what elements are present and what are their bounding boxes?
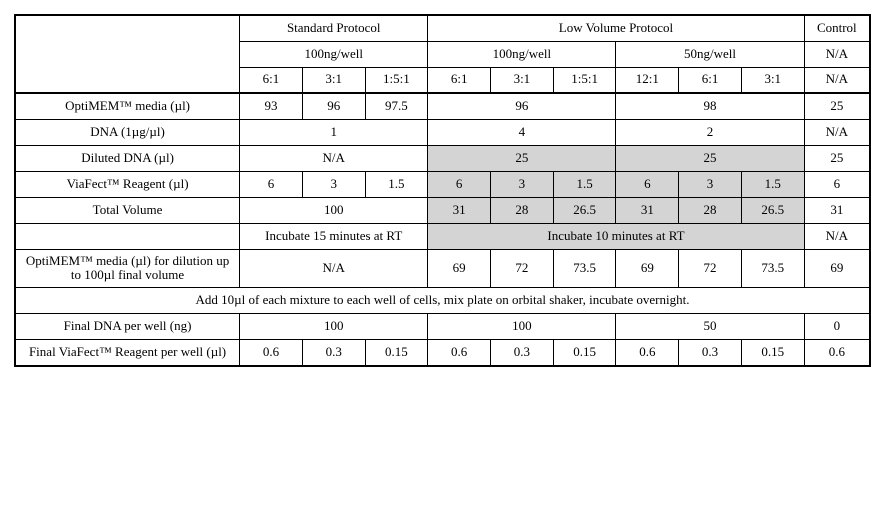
cell-incubate-lowvolume: Incubate 10 minutes at RT [428,223,804,249]
cell-value: 1.5 [741,171,804,197]
header-ratio-2: 3:1 [302,67,365,93]
cell-instruction-note: Add 10µl of each mixture to each well of cells, mix plate on orbital shaker, incubate overnight. [15,288,870,314]
cell-value: 3 [491,171,554,197]
table-row [15,223,870,249]
cell-value: 100 [240,197,428,223]
cell-value: 31 [804,197,870,223]
cell-value: 25 [804,145,870,171]
cell-value: 97.5 [365,93,428,119]
header-ratio-5: 3:1 [491,67,554,93]
header-ratio-6: 1:5:1 [553,67,616,93]
cell-value: N/A [240,249,428,288]
header-loading-standard: 100ng/well [240,41,428,67]
table-row [15,314,870,340]
cell-value: 25 [804,93,870,119]
table-row [15,145,870,171]
cell-value: 6 [616,171,679,197]
cell-value: 0.15 [553,340,616,366]
row-label-viafect-reagent: ViaFect™ Reagent (µl) [15,171,240,197]
row-label-final-viafect-per-well: Final ViaFect™ Reagent per well (µl) [15,340,240,366]
table-row [15,171,870,197]
cell-value: N/A [804,119,870,145]
cell-value: 0.15 [741,340,804,366]
cell-value: 1.5 [365,171,428,197]
cell-value: 3 [302,171,365,197]
row-label-diluted-dna: Diluted DNA (µl) [15,145,240,171]
cell-value: 0.6 [804,340,870,366]
header-low-volume-protocol: Low Volume Protocol [428,15,804,41]
row-label-final-dna-per-well: Final DNA per well (ng) [15,314,240,340]
header-row-protocols [15,15,870,41]
header-control: Control [804,15,870,41]
cell-value: 6 [804,171,870,197]
header-ratio-9: 3:1 [741,67,804,93]
header-ratio-4: 6:1 [428,67,491,93]
cell-value: 25 [616,145,804,171]
cell-incubate-standard: Incubate 15 minutes at RT [240,223,428,249]
cell-value: 69 [804,249,870,288]
cell-value: 31 [428,197,491,223]
header-ratio-10: N/A [804,67,870,93]
cell-value: 0 [804,314,870,340]
header-loading-control: N/A [804,41,870,67]
cell-value: 6 [240,171,303,197]
row-label-incubation-blank [15,223,240,249]
header-loading-lowvol-100ng: 100ng/well [428,41,616,67]
cell-value: 50 [616,314,804,340]
cell-value: 0.3 [679,340,742,366]
cell-value: 26.5 [553,197,616,223]
table-body [15,15,870,366]
header-standard-protocol: Standard Protocol [240,15,428,41]
cell-value: 96 [428,93,616,119]
table-row [15,119,870,145]
table-row [15,249,870,288]
table-row [15,340,870,366]
cell-value: 0.3 [302,340,365,366]
row-label-optimem-media: OptiMEM™ media (µl) [15,93,240,119]
cell-value: 2 [616,119,804,145]
cell-value: 0.3 [491,340,554,366]
header-ratio-1: 6:1 [240,67,303,93]
row-label-optimem-dilution: OptiMEM™ media (µl) for dilution up to 100µl final volume [15,249,240,288]
cell-value: 98 [616,93,804,119]
cell-value: 26.5 [741,197,804,223]
cell-value: 4 [428,119,616,145]
cell-value: 73.5 [553,249,616,288]
cell-value: 0.15 [365,340,428,366]
cell-value: 93 [240,93,303,119]
header-ratio-3: 1:5:1 [365,67,428,93]
cell-value: 72 [491,249,554,288]
cell-value: 96 [302,93,365,119]
cell-value: 6 [428,171,491,197]
cell-value: 28 [679,197,742,223]
cell-value: 73.5 [741,249,804,288]
cell-value: 31 [616,197,679,223]
cell-value: 69 [428,249,491,288]
cell-value: 0.6 [240,340,303,366]
row-label-total-volume: Total Volume [15,197,240,223]
cell-value: 100 [428,314,616,340]
cell-value: 3 [679,171,742,197]
table-row [15,288,870,314]
cell-value: N/A [240,145,428,171]
header-ratio-8: 6:1 [679,67,742,93]
cell-value: N/A [804,223,870,249]
header-corner-cell [15,15,240,93]
cell-value: 100 [240,314,428,340]
cell-value: 0.6 [616,340,679,366]
transfection-protocol-table [14,14,871,367]
cell-value: 25 [428,145,616,171]
cell-value: 69 [616,249,679,288]
cell-value: 1.5 [553,171,616,197]
cell-value: 0.6 [428,340,491,366]
cell-value: 72 [679,249,742,288]
cell-value: 28 [491,197,554,223]
header-ratio-7: 12:1 [616,67,679,93]
row-label-dna: DNA (1µg/µl) [15,119,240,145]
cell-value: 1 [240,119,428,145]
header-loading-lowvol-50ng: 50ng/well [616,41,804,67]
table-row [15,197,870,223]
table-row [15,93,870,119]
